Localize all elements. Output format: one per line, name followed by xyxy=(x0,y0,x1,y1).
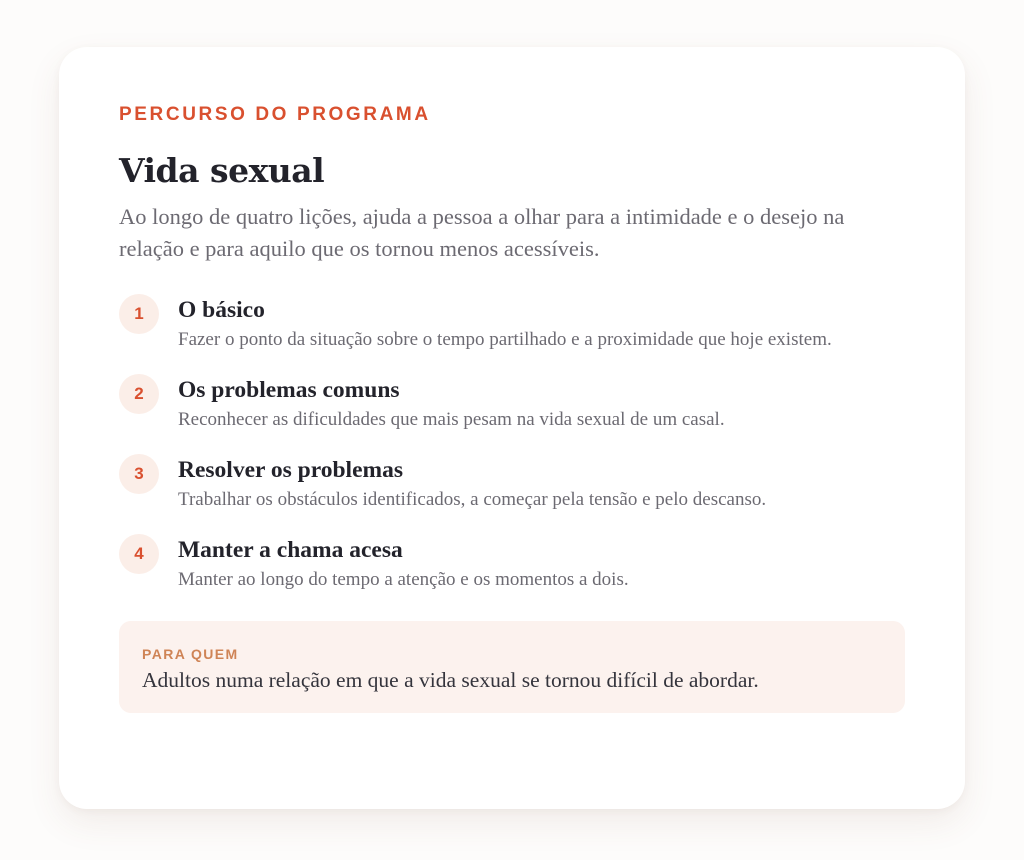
lesson-text xyxy=(178,295,878,353)
lesson-number-badge: 2 xyxy=(119,374,159,414)
lesson-description: Manter ao longo do tempo a atenção e os momentos a dois. xyxy=(178,569,629,590)
program-intro: Ao longo de quatro lições, ajuda a pessoa a olhar para a intimidade e o desejo na relação e para aquilo que os tornou menos acessíveis. xyxy=(119,204,845,261)
lesson-title: Os problemas comuns xyxy=(178,377,400,403)
lesson-text xyxy=(178,455,878,513)
lesson-text xyxy=(178,375,878,433)
lesson-title: Manter a chama acesa xyxy=(178,537,403,563)
lesson-item xyxy=(119,455,905,513)
lesson-title: O básico xyxy=(178,297,265,323)
section-eyebrow: PERCURSO DO PROGRAMA xyxy=(119,104,431,125)
audience-label: PARA QUEM xyxy=(142,646,239,662)
lesson-number-badge: 1 xyxy=(119,294,159,334)
lesson-item xyxy=(119,375,905,433)
lesson-list xyxy=(119,295,905,593)
lesson-title: Resolver os problemas xyxy=(178,457,403,483)
lesson-number-badge: 4 xyxy=(119,534,159,574)
lesson-text xyxy=(178,535,878,593)
lesson-number-badge: 3 xyxy=(119,454,159,494)
audience-text: Adultos numa relação em que a vida sexual se tornou difícil de abordar. xyxy=(142,668,759,692)
audience-box xyxy=(119,621,905,713)
lesson-description: Fazer o ponto da situação sobre o tempo partilhado e a proximidade que hoje existem. xyxy=(178,329,832,350)
program-card xyxy=(59,47,965,809)
lesson-description: Trabalhar os obstáculos identificados, a começar pela tensão e pelo descanso. xyxy=(178,489,767,510)
lesson-item xyxy=(119,535,905,593)
page-title: Vida sexual xyxy=(119,151,325,190)
lesson-item xyxy=(119,295,905,353)
lesson-description: Reconhecer as dificuldades que mais pesam na vida sexual de um casal. xyxy=(178,409,725,430)
